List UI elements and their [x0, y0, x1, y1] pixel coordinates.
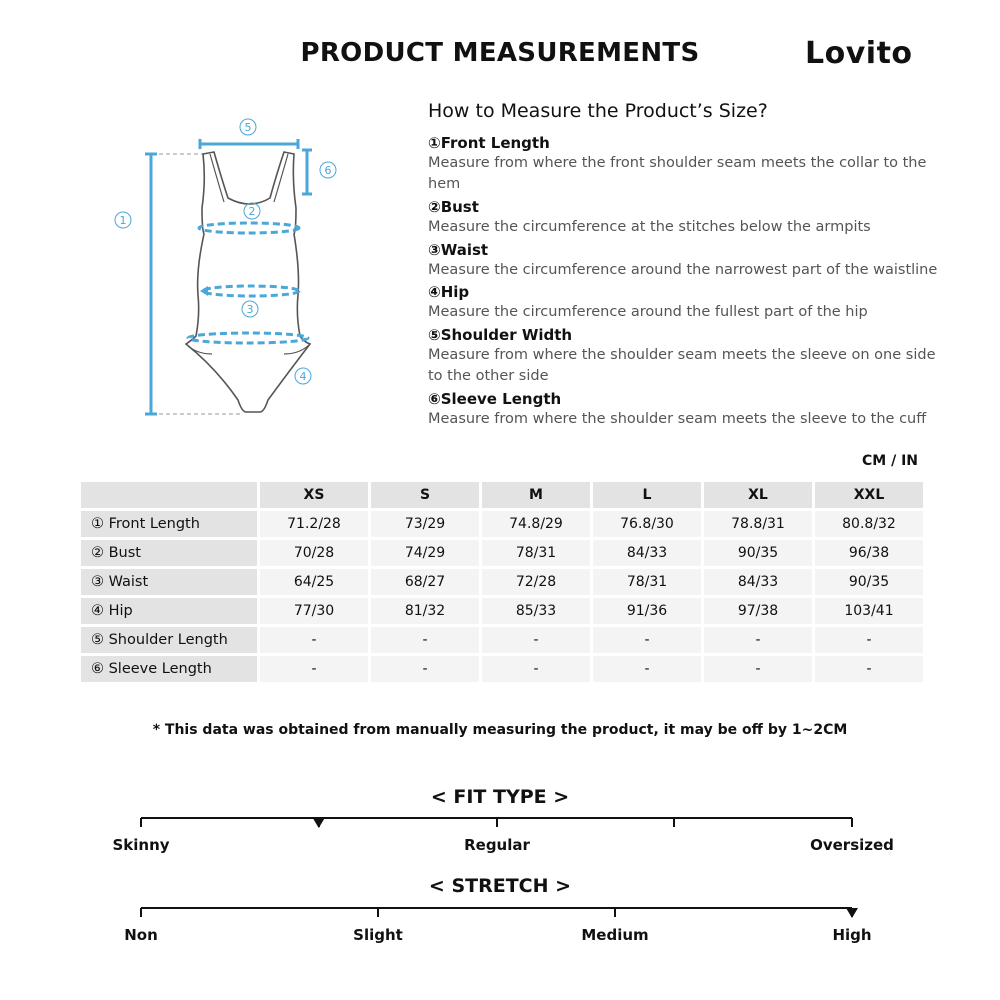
guide-item-label: ②Bust: [428, 198, 479, 216]
table-cell: 84/33: [704, 569, 812, 595]
table-cell: 74/29: [371, 540, 479, 566]
row-label: ⑥ Sleeve Length: [81, 656, 257, 682]
table-header-row: [81, 482, 923, 508]
table-cell: -: [593, 627, 701, 653]
stretch-label-non: Non: [124, 926, 158, 944]
unit-label: CM / IN: [862, 453, 918, 469]
marker-4: 4: [299, 370, 307, 383]
stretch-marker: [846, 908, 858, 918]
size-header: XL: [704, 482, 812, 508]
garment-diagram: [100, 110, 360, 430]
marker-1: 1: [119, 214, 127, 227]
guide-item-label: ④Hip: [428, 283, 470, 301]
measurement-note: * This data was obtained from manually measuring the product, it may be off by 1~2CM: [152, 722, 848, 738]
table-cell: 81/32: [371, 598, 479, 624]
table-cell: -: [260, 656, 368, 682]
table-cell: -: [371, 656, 479, 682]
marker-6: 6: [324, 164, 332, 177]
size-header: XS: [260, 482, 368, 508]
guide-item-desc: Measure the circumference at the stitches below the armpits: [428, 219, 871, 235]
table-cell: 103/41: [815, 598, 923, 624]
table-row: [81, 598, 923, 624]
table-cell: 78.8/31: [704, 511, 812, 537]
marker-3: 3: [246, 303, 254, 316]
table-cell: 76.8/30: [593, 511, 701, 537]
marker-2: 2: [248, 205, 256, 218]
guide-item-desc: Measure the circumference around the fullest part of the hip: [428, 304, 868, 320]
brand-logo: Lovito: [805, 36, 913, 71]
table-cell: 90/35: [815, 569, 923, 595]
size-header: S: [371, 482, 479, 508]
row-label: ② Bust: [81, 540, 257, 566]
table-cell: 91/36: [593, 598, 701, 624]
table-cell: 71.2/28: [260, 511, 368, 537]
guide-item-bust: [428, 197, 948, 238]
guide-item-shoulder-width: [428, 325, 948, 387]
table-cell: -: [482, 656, 590, 682]
guide-item-sleeve-length: [428, 389, 948, 430]
size-header: M: [482, 482, 590, 508]
table-row: [81, 627, 923, 653]
guide-item-hip: [428, 282, 948, 323]
table-cell: -: [704, 627, 812, 653]
table-cell: 97/38: [704, 598, 812, 624]
row-label: ④ Hip: [81, 598, 257, 624]
stretch-label-medium: Medium: [581, 926, 649, 944]
table-cell: 80.8/32: [815, 511, 923, 537]
page-title: PRODUCT MEASUREMENTS: [300, 38, 700, 68]
fit-type-marker: [313, 818, 325, 828]
table-cell: 78/31: [593, 569, 701, 595]
table-cell: -: [815, 656, 923, 682]
hip-ellipse: [188, 333, 308, 343]
table-cell: 72/28: [482, 569, 590, 595]
bust-ellipse: [199, 223, 299, 233]
table-row: [81, 540, 923, 566]
table-cell: 90/35: [704, 540, 812, 566]
table-corner: [81, 482, 257, 508]
table-cell: 77/30: [260, 598, 368, 624]
guide-item-label: ③Waist: [428, 241, 489, 259]
guide-item-front-length: [428, 133, 948, 195]
guide-item-waist: [428, 240, 948, 281]
table-cell: 64/25: [260, 569, 368, 595]
marker-5: 5: [244, 121, 252, 134]
table-cell: -: [371, 627, 479, 653]
waist-ellipse: [203, 286, 299, 296]
row-label: ③ Waist: [81, 569, 257, 595]
guide-item-desc: Measure the circumference around the narrowest part of the waistline: [428, 262, 938, 278]
table-cell: 68/27: [371, 569, 479, 595]
guide-item-desc: Measure from where the shoulder seam meets the sleeve on one side to the other side: [428, 347, 936, 384]
size-header: XXL: [815, 482, 923, 508]
table-row: [81, 569, 923, 595]
table-cell: 73/29: [371, 511, 479, 537]
guide-item-desc: Measure from where the front shoulder seam meets the collar to the hem: [428, 155, 927, 192]
fit-type-title: < FIT TYPE >: [430, 786, 570, 808]
table-cell: 96/38: [815, 540, 923, 566]
table-cell: -: [815, 627, 923, 653]
table-cell: 84/33: [593, 540, 701, 566]
table-cell: 70/28: [260, 540, 368, 566]
table-cell: -: [260, 627, 368, 653]
fit-label-oversized: Oversized: [810, 836, 894, 854]
fit-label-skinny: Skinny: [112, 836, 170, 854]
table-cell: 74.8/29: [482, 511, 590, 537]
row-label: ① Front Length: [81, 511, 257, 537]
size-table: [78, 479, 926, 685]
table-row: [81, 511, 923, 537]
stretch-label-slight: Slight: [353, 926, 403, 944]
stretch-title: < STRETCH >: [428, 875, 572, 897]
guide-title: How to Measure the Product’s Size?: [428, 100, 768, 122]
table-cell: 78/31: [482, 540, 590, 566]
table-cell: -: [482, 627, 590, 653]
row-label: ⑤ Shoulder Length: [81, 627, 257, 653]
fit-label-regular: Regular: [464, 836, 530, 854]
size-header: L: [593, 482, 701, 508]
table-cell: -: [704, 656, 812, 682]
table-cell: -: [593, 656, 701, 682]
table-cell: 85/33: [482, 598, 590, 624]
guide-item-label: ⑥Sleeve Length: [428, 390, 562, 408]
stretch-label-high: High: [832, 926, 872, 944]
guide-item-label: ⑤Shoulder Width: [428, 326, 573, 344]
guide-item-desc: Measure from where the shoulder seam meets the sleeve to the cuff: [428, 411, 927, 427]
guide-item-label: ①Front Length: [428, 134, 550, 152]
table-row: [81, 656, 923, 682]
